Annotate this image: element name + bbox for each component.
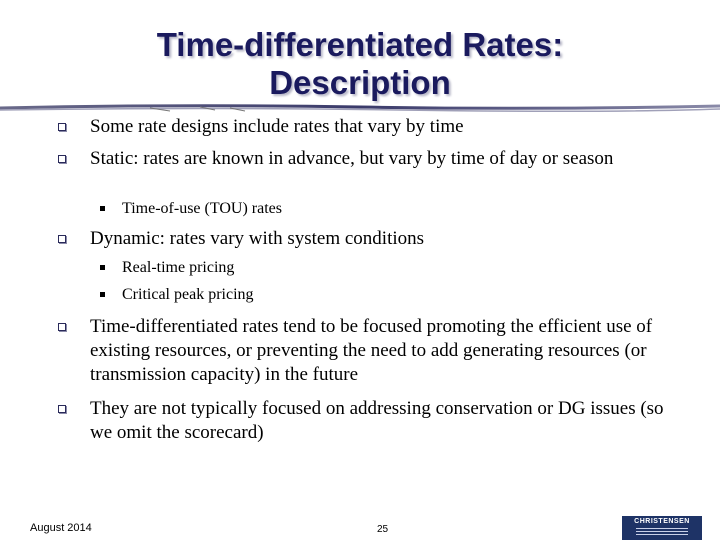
- square-bullet-icon: [58, 123, 66, 131]
- square-bullet-icon: [58, 155, 66, 163]
- bullet-text-2: Static: rates are known in advance, but vary by time of day or season: [90, 148, 614, 169]
- footer-date: August 2014: [30, 522, 92, 534]
- sub-bullet-item-3-2: [100, 285, 254, 305]
- small-square-bullet-icon: [100, 292, 105, 297]
- square-bullet-icon: [58, 405, 66, 413]
- bullet-text-1: Some rate designs include rates that vary by time: [90, 116, 464, 137]
- title-line-2: Description: [269, 64, 451, 101]
- logo-text: CHRISTENSEN: [634, 518, 690, 525]
- sub-bullet-item-3-1: [100, 258, 234, 278]
- bullet-text-4: Time-differentiated rates tend to be focused promoting the efficient use of existing resources, or preventing the need to add generating resources (or transmission capacity) in the future: [90, 316, 653, 385]
- square-bullet-icon: [58, 323, 66, 331]
- sub-bullet-item-2-1: [100, 199, 282, 219]
- bullet-text-5: They are not typically focused on addressing conservation or DG issues (so we omit the scorecard): [90, 398, 664, 443]
- page-number: 25: [377, 524, 389, 535]
- bullet-text-3: Dynamic: rates vary with system conditions: [90, 228, 425, 249]
- logo-tagline-graphic: [636, 528, 688, 536]
- title-divider: [0, 102, 720, 114]
- sub-bullet-text: Real-time pricing: [122, 259, 235, 276]
- small-square-bullet-icon: [100, 265, 105, 270]
- company-logo: [622, 516, 702, 540]
- square-bullet-icon: [58, 235, 66, 243]
- sub-bullet-text: Time-of-use (TOU) rates: [122, 200, 282, 217]
- sub-bullet-text: Critical peak pricing: [122, 286, 254, 303]
- small-square-bullet-icon: [100, 206, 105, 211]
- title-line-1: Time-differentiated Rates:: [156, 26, 564, 63]
- slide-title: [0, 26, 720, 102]
